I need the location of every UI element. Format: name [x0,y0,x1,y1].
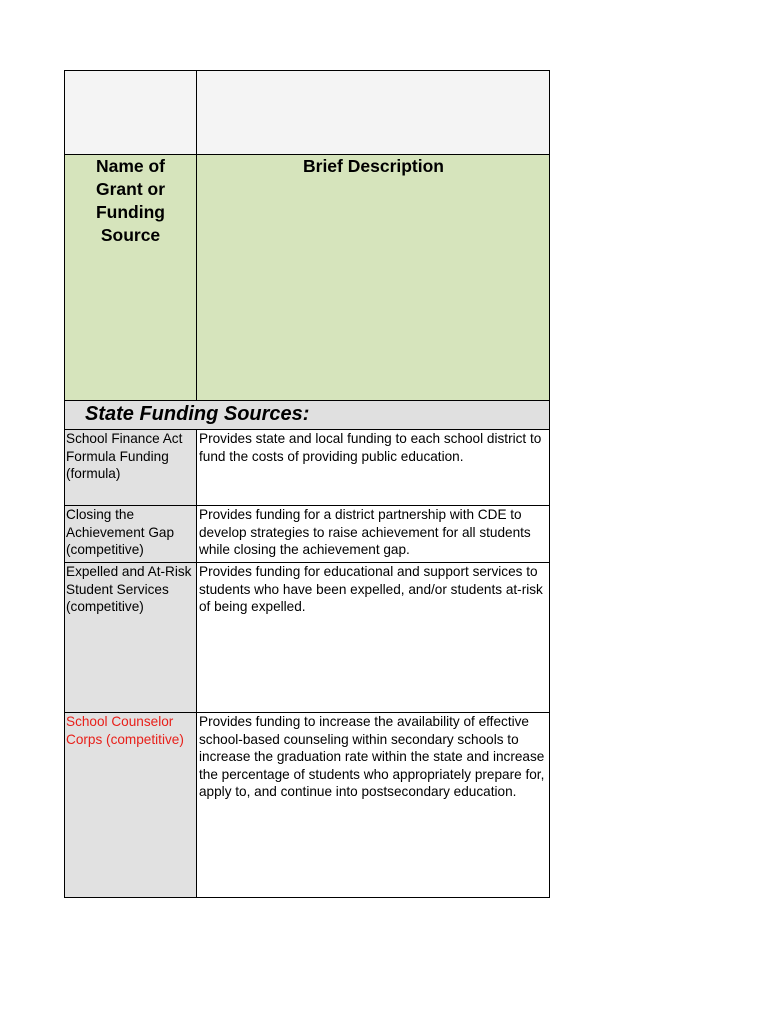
grid-line-column-upper [196,70,197,400]
grant-name: School Finance Act Formula Funding (formula) [66,431,183,481]
header-description: Brief Description [303,156,444,176]
grant-description-cell [197,429,550,505]
grant-name: Closing the Achievement Gap (competitive) [66,507,175,557]
grant-name: Expelled and At-Risk Student Services (competitive) [66,564,192,614]
grant-description: Provides funding for a district partnership with CDE to develop strategies to raise achievement for all students while closing the achievement gap. [199,507,531,557]
grant-description: Provides state and local funding to each school district to fund the costs of providing public education. [199,431,542,464]
grant-name-cell [64,429,197,505]
grid-line-header-bottom [64,400,550,401]
table-row [64,562,550,712]
grid-line-right [549,70,550,898]
grid-line-left [64,70,65,898]
grid-line-top [64,70,550,71]
table-row [64,505,550,562]
grant-description: Provides funding for educational and support services to students who have been expelled, and/or students at-risk of being expelled. [199,564,543,614]
blank-top-row [64,70,550,154]
grant-name-cell [64,505,197,562]
grant-description-cell [197,505,550,562]
grid-line-header-top [64,154,550,155]
blank-cell-name [64,70,197,154]
table-row [64,712,550,898]
grid-line-row-3 [64,712,550,713]
grant-description-cell [197,712,550,898]
table-row [64,429,550,505]
grant-name-cell [64,712,197,898]
grid-line-column-lower [196,429,197,898]
header-name-cell [64,154,197,400]
grant-description-cell [197,562,550,712]
grid-line-row-1 [64,505,550,506]
grid-line-section-bottom [64,429,550,430]
section-title: State Funding Sources: [85,403,310,425]
header-description-cell [197,154,550,400]
section-banner [64,400,550,429]
header-row [64,154,550,400]
funding-table [64,70,550,898]
grant-name: School Counselor Corps (competitive) [66,714,184,747]
grant-description: Provides funding to increase the availability of effective school-based counseling within secondary schools to increase the graduation rate within the state and increase the percentage of students who appropriately prepare for, apply to, and continue into postsecondary education. [199,714,545,799]
grid-line-row-2 [64,562,550,563]
blank-cell-description [197,70,550,154]
header-name: Name of Grant or Funding Source [95,156,166,245]
grid-line-bottom [64,897,550,898]
grant-name-cell [64,562,197,712]
